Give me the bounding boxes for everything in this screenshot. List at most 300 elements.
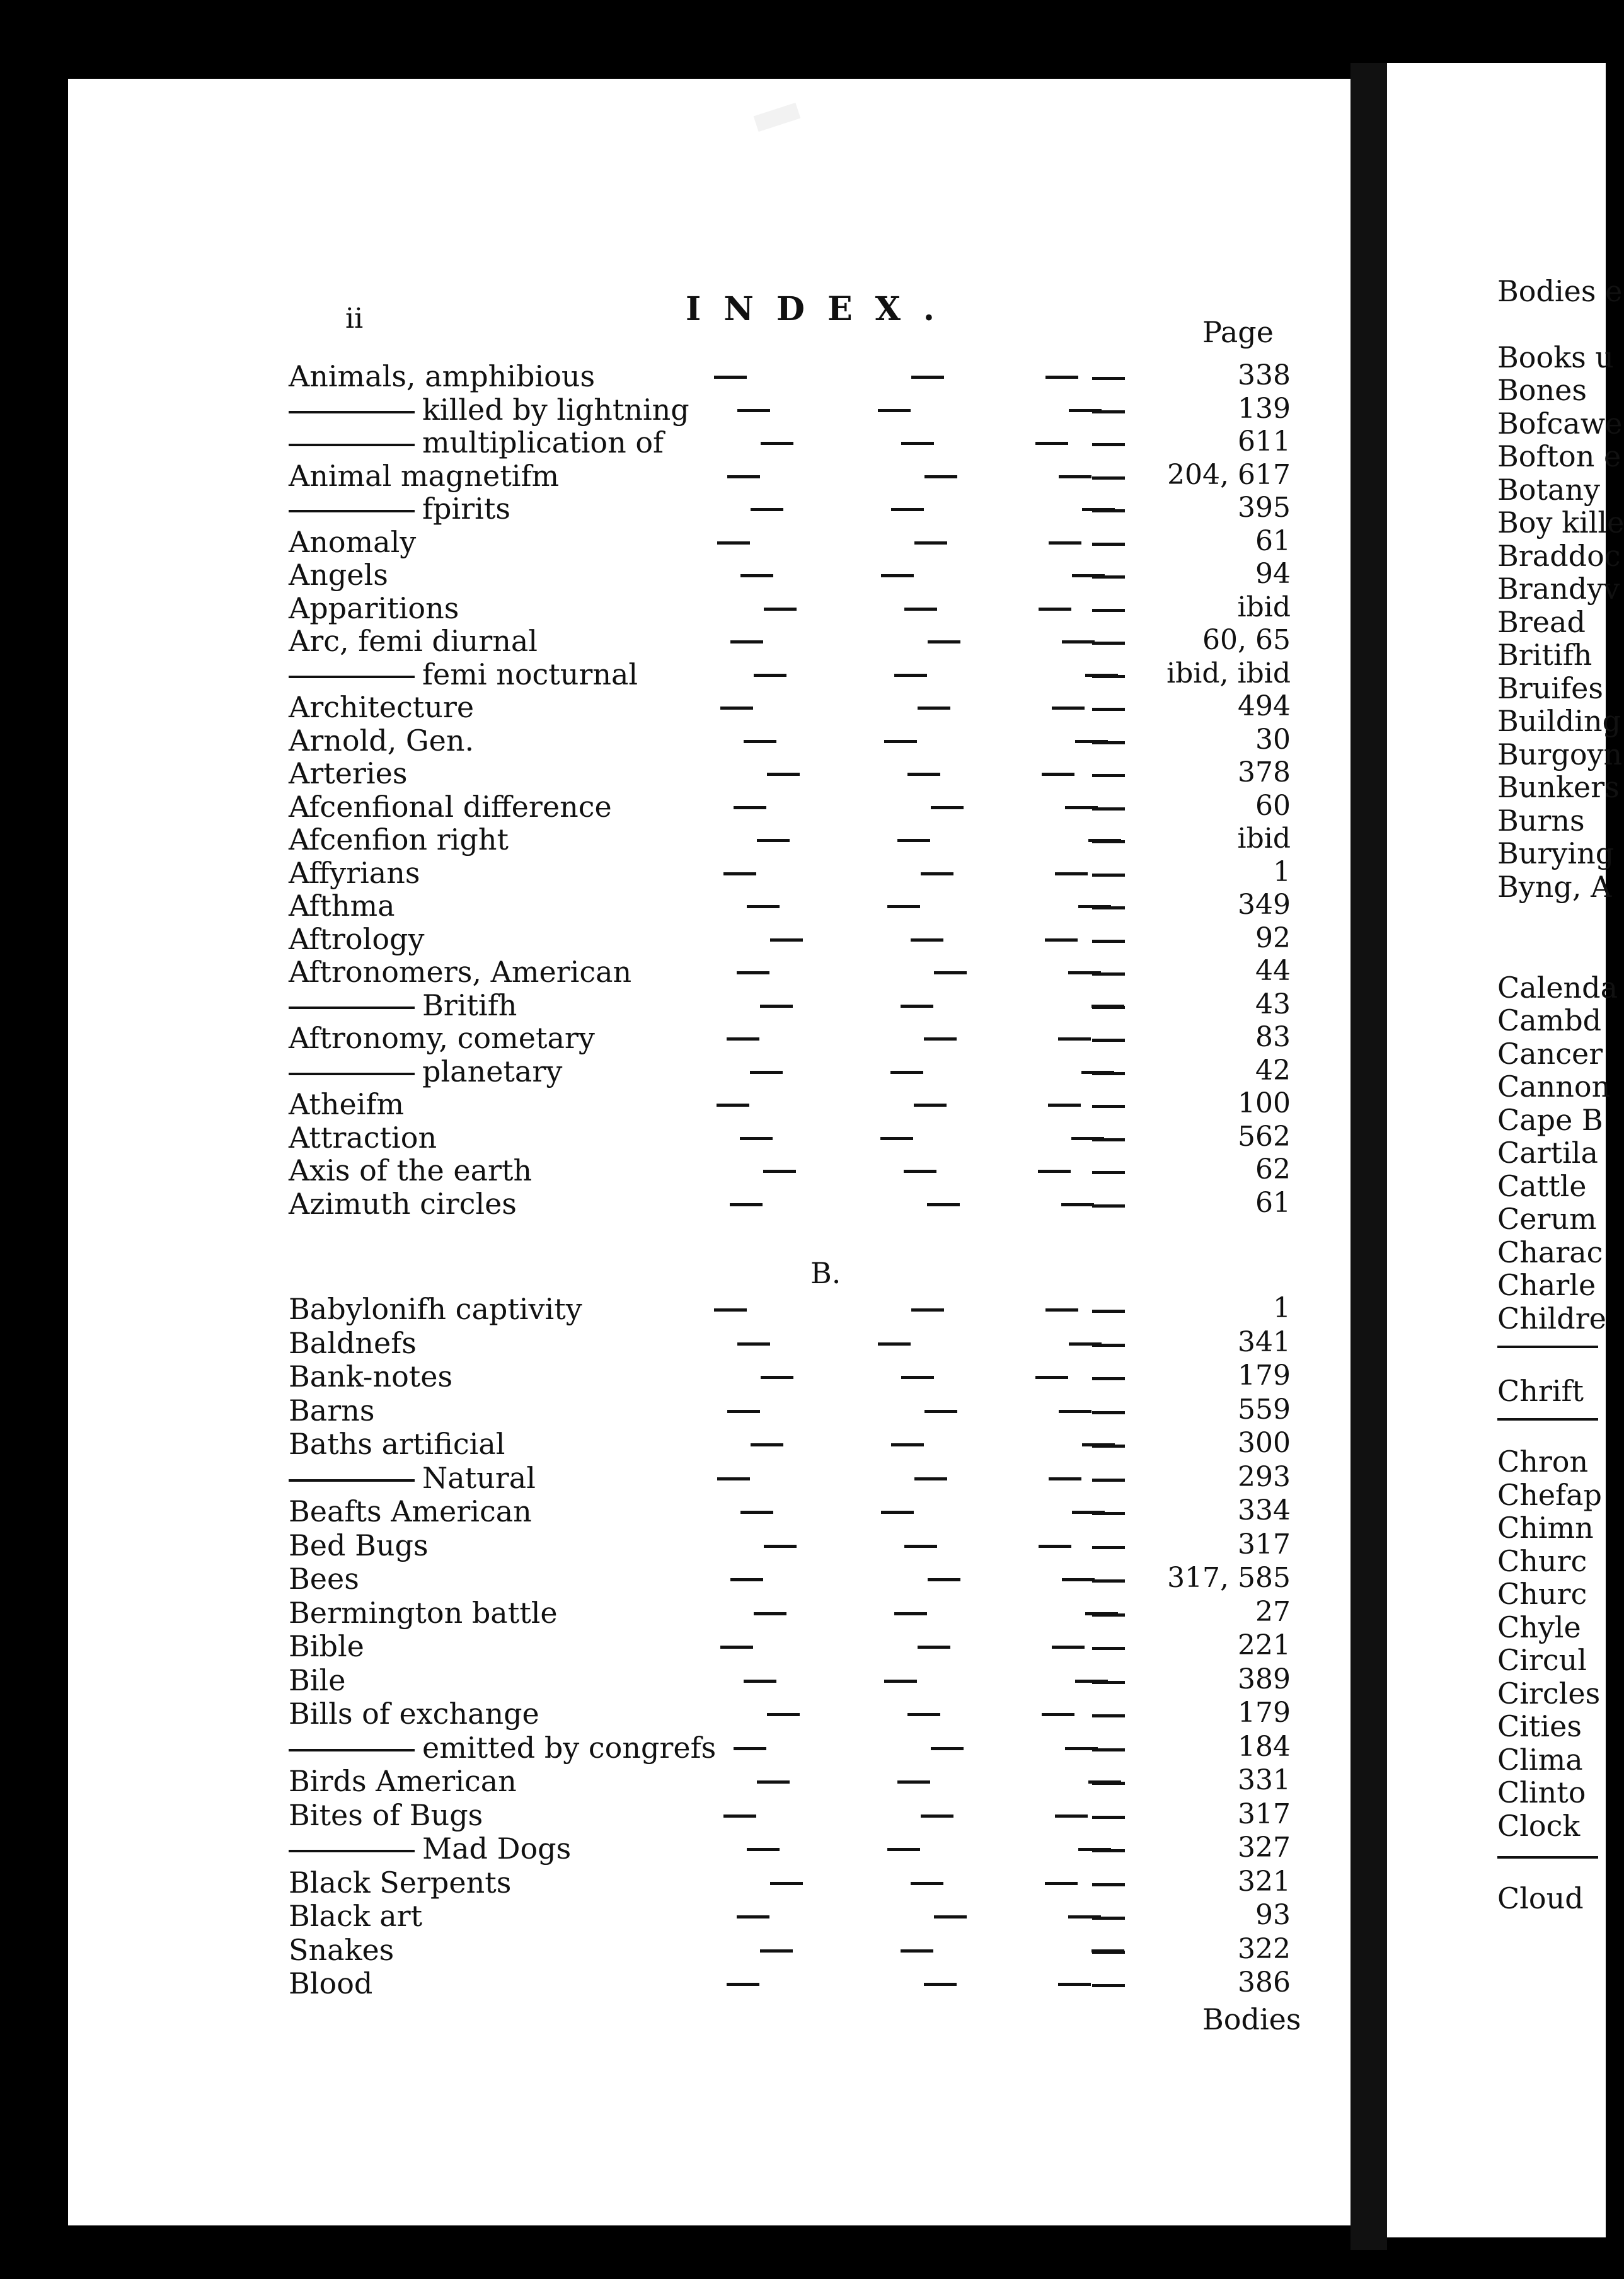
leader-dash bbox=[907, 1713, 940, 1716]
leader-dash bbox=[911, 1308, 944, 1312]
leader-dash bbox=[1045, 1882, 1078, 1885]
leader-dash bbox=[914, 1104, 947, 1107]
index-term bbox=[289, 1359, 452, 1393]
folio-number: ii bbox=[345, 303, 364, 335]
index-page-ref: 221 bbox=[1238, 1629, 1291, 1661]
ditto-rule bbox=[289, 676, 415, 678]
leader-dash bbox=[914, 541, 947, 545]
facing-entry: Childre bbox=[1497, 1301, 1606, 1336]
leader-dash bbox=[740, 1511, 773, 1514]
index-page-ref: 100 bbox=[1238, 1087, 1291, 1119]
leader-dash bbox=[1042, 1713, 1074, 1716]
index-term-text: Anomaly bbox=[289, 524, 417, 559]
facing-entry: Cancer bbox=[1497, 1037, 1603, 1071]
index-page-ref: 92 bbox=[1255, 921, 1291, 954]
index-entry bbox=[68, 889, 1350, 921]
index-term-text: Bites of Bugs bbox=[289, 1797, 483, 1832]
index-page-ref: 184 bbox=[1238, 1730, 1291, 1763]
leader-dash bbox=[1035, 1376, 1068, 1379]
index-page-ref: 349 bbox=[1238, 889, 1291, 921]
index-entry bbox=[68, 955, 1350, 988]
index-term bbox=[289, 525, 416, 559]
facing-entry: Cities bbox=[1497, 1709, 1582, 1743]
leader-dash bbox=[878, 1342, 911, 1346]
leader-dash bbox=[744, 1680, 776, 1683]
leader-dash bbox=[894, 1612, 927, 1615]
index-page-ref: 61 bbox=[1255, 524, 1291, 557]
leader-dash bbox=[723, 1815, 756, 1818]
leader-dash bbox=[934, 971, 967, 974]
facing-entry: Botany bbox=[1497, 473, 1601, 507]
index-term-text: Snakes bbox=[289, 1932, 394, 1967]
index-term bbox=[289, 1966, 372, 2000]
leader-dash bbox=[751, 508, 783, 511]
leader-dash bbox=[914, 1477, 947, 1480]
leader-dash bbox=[918, 707, 950, 710]
index-term-text: emitted by congrefs bbox=[422, 1730, 717, 1765]
facing-page bbox=[1387, 63, 1624, 2237]
index-page-ref: 60 bbox=[1255, 789, 1291, 822]
index-term-text: Natural bbox=[422, 1460, 536, 1495]
facing-entry: Circles bbox=[1497, 1676, 1601, 1711]
index-term bbox=[289, 790, 612, 824]
leader-dash bbox=[723, 872, 756, 875]
leader-dash bbox=[928, 1578, 960, 1581]
index-page-ref: 30 bbox=[1255, 723, 1291, 756]
leader-dash bbox=[1052, 1646, 1085, 1649]
ditto-rule bbox=[289, 444, 415, 446]
leader-dash bbox=[1059, 1410, 1091, 1413]
leader-dash bbox=[924, 475, 957, 478]
facing-entry: Charac bbox=[1497, 1235, 1603, 1269]
leader-dash bbox=[744, 740, 776, 743]
index-term bbox=[289, 922, 424, 956]
leader-dash bbox=[714, 376, 747, 379]
index-page-ref: 60, 65 bbox=[1202, 624, 1291, 656]
facing-entry: Cloud bbox=[1497, 1881, 1584, 1915]
index-term bbox=[289, 1866, 511, 1900]
index-page-ref: 27 bbox=[1255, 1595, 1291, 1628]
leader-dash bbox=[921, 1815, 953, 1818]
leader-dash bbox=[757, 839, 790, 842]
facing-entry: Braddoc bbox=[1497, 539, 1621, 573]
index-entry bbox=[68, 1054, 1350, 1087]
ditto-rule bbox=[289, 411, 415, 413]
index-term-text: planetary bbox=[422, 1054, 563, 1088]
leader-dash bbox=[897, 839, 930, 842]
leader-dash bbox=[757, 1780, 790, 1784]
leader-dash bbox=[927, 1203, 960, 1206]
facing-entry: Cape B bbox=[1497, 1103, 1603, 1137]
facing-entry: Chron bbox=[1497, 1445, 1589, 1479]
leader-dash bbox=[934, 1915, 967, 1918]
leader-dash bbox=[754, 1612, 786, 1615]
leader-dash bbox=[750, 1071, 783, 1074]
index-page-ref: 327 bbox=[1238, 1832, 1291, 1864]
index-term bbox=[289, 1798, 483, 1832]
facing-entry: Books u bbox=[1497, 340, 1614, 374]
index-entry bbox=[68, 822, 1350, 855]
facing-entry: Circul bbox=[1497, 1643, 1587, 1677]
leader-dash bbox=[730, 640, 763, 643]
index-term bbox=[289, 1562, 359, 1596]
facing-entry: Chefap bbox=[1497, 1478, 1602, 1512]
leader-dash bbox=[1058, 1037, 1091, 1041]
facing-entry: Bodies e bbox=[1497, 274, 1623, 308]
index-term-text: Bible bbox=[289, 1629, 364, 1663]
index-term-text: Baths artificial bbox=[289, 1427, 505, 1461]
index-term-text: Mad Dogs bbox=[422, 1832, 572, 1866]
facing-entry: Bunkers bbox=[1497, 770, 1620, 804]
index-page-ref: 331 bbox=[1238, 1764, 1291, 1796]
leader-dash bbox=[1055, 1815, 1088, 1818]
leader-dash bbox=[1062, 1578, 1095, 1581]
index-term bbox=[289, 1663, 345, 1697]
index-term bbox=[289, 558, 388, 592]
index-page-ref: 1 bbox=[1273, 1292, 1291, 1324]
index-entry bbox=[68, 425, 1350, 458]
index-entry bbox=[68, 393, 1350, 425]
facing-entry: Cambd bbox=[1497, 1003, 1602, 1037]
leader-dash bbox=[904, 608, 937, 611]
index-page-ref: 61 bbox=[1255, 1186, 1291, 1219]
index-term-text: Angels bbox=[289, 558, 388, 592]
leader-dash bbox=[904, 1170, 936, 1173]
leader-dash bbox=[737, 1915, 769, 1918]
leader-dash bbox=[911, 938, 943, 942]
index-term-text: Black art bbox=[289, 1899, 423, 1933]
leader-dash bbox=[761, 442, 793, 445]
index-term-text: fpirits bbox=[422, 492, 510, 526]
leader-dash bbox=[747, 905, 780, 908]
index-term bbox=[289, 1494, 532, 1528]
index-term bbox=[289, 1764, 517, 1798]
ditto-rule bbox=[289, 1007, 415, 1009]
index-entry bbox=[68, 1731, 1350, 1763]
index-term bbox=[289, 1054, 562, 1088]
index-entry bbox=[68, 1292, 1350, 1325]
leader-dash bbox=[727, 1037, 759, 1041]
index-term bbox=[289, 459, 559, 493]
index-entry bbox=[68, 558, 1350, 591]
ditto-rule bbox=[289, 1479, 415, 1482]
index-page-ref: 338 bbox=[1238, 359, 1291, 391]
index-term-text: Attraction bbox=[289, 1120, 437, 1155]
leader-dash bbox=[737, 971, 769, 974]
facing-entry: Byng, A bbox=[1497, 870, 1612, 904]
index-term-text: Birds American bbox=[289, 1764, 517, 1798]
ditto-rule bbox=[289, 510, 415, 512]
ditto-rule bbox=[289, 1850, 415, 1852]
index-page-ref: 62 bbox=[1255, 1153, 1291, 1186]
facing-entry: Clima bbox=[1497, 1743, 1583, 1777]
leader-dash bbox=[911, 1882, 943, 1885]
facing-rule bbox=[1497, 1856, 1598, 1859]
leader-dash bbox=[763, 1170, 796, 1173]
index-page-ref: ibid bbox=[1237, 591, 1291, 623]
facing-entry: Bruifes bbox=[1497, 671, 1603, 705]
index-page-ref: ibid bbox=[1237, 822, 1291, 855]
index-term-text: Afcenfional difference bbox=[289, 789, 612, 824]
catchword: Bodies bbox=[1202, 2002, 1301, 2036]
index-term-text: Bank-notes bbox=[289, 1359, 453, 1393]
index-term bbox=[289, 1933, 394, 1967]
leader-dash bbox=[918, 1646, 950, 1649]
facing-entry: Calenda bbox=[1497, 971, 1618, 1005]
index-term bbox=[289, 1629, 364, 1663]
index-term-text: Azimuth circles bbox=[289, 1186, 517, 1221]
index-term bbox=[289, 756, 407, 790]
leader-dash bbox=[1045, 938, 1078, 942]
index-page-ref: 179 bbox=[1238, 1697, 1291, 1729]
index-entry bbox=[68, 657, 1350, 690]
index-entry bbox=[68, 1393, 1350, 1426]
index-term bbox=[289, 1596, 558, 1630]
index-page-ref: 300 bbox=[1238, 1427, 1291, 1459]
leader-dash bbox=[911, 376, 944, 379]
index-term bbox=[289, 1393, 374, 1428]
leader-dash bbox=[1045, 1308, 1078, 1312]
leader-dash bbox=[740, 1137, 773, 1140]
leader-dash bbox=[730, 1578, 763, 1581]
leader-dash bbox=[928, 640, 960, 643]
index-entry bbox=[68, 1087, 1350, 1120]
facing-entry: Cattle bbox=[1497, 1169, 1587, 1203]
index-entry bbox=[68, 492, 1350, 524]
index-term bbox=[289, 1899, 422, 1933]
index-entry bbox=[68, 1461, 1350, 1494]
leader-dash bbox=[1039, 608, 1071, 611]
leader-dash bbox=[901, 442, 934, 445]
section-letter-b: B. bbox=[810, 1256, 841, 1290]
leader-dash bbox=[1058, 1983, 1091, 1986]
index-page-ref: 139 bbox=[1238, 392, 1291, 425]
leader-dash bbox=[891, 508, 924, 511]
leader-dash bbox=[717, 1104, 749, 1107]
index-term bbox=[289, 955, 631, 989]
index-entry bbox=[68, 1153, 1350, 1186]
facing-rule bbox=[1497, 1346, 1598, 1348]
index-term bbox=[289, 1528, 429, 1562]
facing-entry: Charle bbox=[1497, 1268, 1596, 1302]
leader-dash bbox=[727, 475, 760, 478]
leader-dash bbox=[764, 608, 797, 611]
index-entry bbox=[68, 1933, 1350, 1966]
index-term-text: Arteries bbox=[289, 756, 408, 790]
index-page-ref: 317 bbox=[1238, 1797, 1291, 1830]
index-term-text: Animals, amphibious bbox=[289, 359, 596, 393]
index-term bbox=[289, 1087, 404, 1121]
index-term bbox=[289, 1292, 582, 1326]
leader-dash bbox=[751, 1443, 783, 1446]
leader-dash bbox=[1048, 1104, 1081, 1107]
page-column-label: Page bbox=[1202, 315, 1274, 349]
index-page-ref: 562 bbox=[1238, 1120, 1291, 1153]
leader-dash bbox=[734, 1747, 766, 1750]
index-page-ref: 94 bbox=[1255, 558, 1291, 590]
leader-dash bbox=[1059, 475, 1091, 478]
book-gutter bbox=[1350, 63, 1387, 2250]
index-term-text: Afcenfion right bbox=[289, 822, 509, 857]
index-term bbox=[289, 856, 420, 890]
index-term bbox=[289, 1697, 539, 1731]
leader-dash bbox=[901, 1005, 933, 1008]
index-term-text: Aftronomers, American bbox=[289, 955, 632, 989]
leader-dash bbox=[767, 1713, 800, 1716]
index-page-ref: 317, 585 bbox=[1167, 1562, 1291, 1594]
leader-dash bbox=[717, 1477, 750, 1480]
ditto-rule bbox=[289, 1749, 415, 1751]
index-term-text: Axis of the earth bbox=[289, 1153, 533, 1187]
index-entry bbox=[68, 1764, 1350, 1797]
index-term bbox=[289, 492, 510, 526]
index-entry bbox=[68, 922, 1350, 955]
index-term bbox=[289, 624, 538, 658]
index-term bbox=[289, 1731, 716, 1765]
leader-dash bbox=[714, 1308, 747, 1312]
index-entry bbox=[68, 1494, 1350, 1527]
leader-dash bbox=[931, 806, 964, 809]
leader-dash bbox=[1045, 376, 1078, 379]
index-entry bbox=[68, 1966, 1350, 1999]
leader-dash bbox=[881, 1511, 914, 1514]
index-entry bbox=[68, 756, 1350, 789]
leader-dash bbox=[760, 1949, 793, 1953]
index-term-text: Babylonifh captivity bbox=[289, 1292, 582, 1326]
index-term-text: Bees bbox=[289, 1562, 359, 1596]
leader-dash bbox=[924, 1983, 957, 1986]
index-term-text: Britifh bbox=[422, 988, 517, 1022]
index-term-text: Arc, femi diurnal bbox=[289, 624, 538, 658]
leader-dash bbox=[737, 409, 770, 412]
index-entry bbox=[68, 856, 1350, 889]
index-page-ref: ibid, ibid bbox=[1166, 657, 1291, 689]
leader-dash bbox=[770, 1882, 803, 1885]
leader-dash bbox=[878, 409, 911, 412]
index-term-text: Affyrians bbox=[289, 855, 420, 890]
leader-dash bbox=[931, 1747, 964, 1750]
facing-entry: Cannon bbox=[1497, 1070, 1611, 1104]
leader-dash bbox=[1055, 872, 1088, 875]
leader-dash bbox=[727, 1410, 760, 1413]
index-entry bbox=[68, 988, 1350, 1021]
index-page-ref: 559 bbox=[1238, 1393, 1291, 1426]
leader-dash bbox=[720, 707, 753, 710]
leader-dash bbox=[884, 1680, 917, 1683]
facing-entry: Brandyv bbox=[1497, 572, 1620, 606]
index-term-text: Bermington battle bbox=[289, 1595, 558, 1630]
index-term-text: Atheifm bbox=[289, 1087, 405, 1121]
index-term-text: Afthma bbox=[289, 889, 395, 923]
index-term bbox=[289, 359, 595, 393]
leader-dash bbox=[904, 1545, 937, 1548]
leader-dash bbox=[881, 574, 914, 577]
index-term-text: Blood bbox=[289, 1966, 373, 2000]
leader-dash bbox=[770, 938, 803, 942]
leader-dash bbox=[887, 905, 920, 908]
index-entry bbox=[68, 591, 1350, 624]
page-header: INDEX. bbox=[686, 290, 958, 328]
index-page-ref: 42 bbox=[1255, 1054, 1291, 1087]
leader-dash bbox=[894, 674, 927, 677]
index-entry bbox=[68, 624, 1350, 657]
leader-dash bbox=[891, 1443, 924, 1446]
index-page-ref: 341 bbox=[1238, 1325, 1291, 1358]
index-entry bbox=[68, 1427, 1350, 1460]
index-page-ref: 93 bbox=[1255, 1899, 1291, 1931]
index-entry bbox=[68, 1832, 1350, 1864]
leader-dash bbox=[734, 806, 766, 809]
index-term bbox=[289, 724, 474, 758]
index-entry bbox=[68, 525, 1350, 558]
leader-dash bbox=[887, 1848, 920, 1851]
facing-entry: Chimn bbox=[1497, 1511, 1594, 1545]
leader-dash bbox=[720, 1646, 753, 1649]
index-term-text: Barns bbox=[289, 1393, 375, 1428]
leader-dash bbox=[921, 872, 953, 875]
leader-dash bbox=[1061, 1203, 1094, 1206]
facing-entry: Bones bbox=[1497, 373, 1587, 407]
index-entry bbox=[68, 1187, 1350, 1220]
ditto-rule bbox=[289, 1073, 415, 1075]
index-page-ref: 378 bbox=[1238, 756, 1291, 788]
facing-entry: Building bbox=[1497, 704, 1621, 738]
index-page-ref: 334 bbox=[1238, 1494, 1291, 1526]
facing-entry: Burgoyn bbox=[1497, 737, 1623, 771]
index-entry bbox=[68, 1326, 1350, 1359]
index-term bbox=[289, 1427, 505, 1461]
index-entry bbox=[68, 359, 1350, 392]
index-term-text: Bile bbox=[289, 1663, 346, 1697]
index-term bbox=[289, 1153, 532, 1187]
leader-dash bbox=[760, 1005, 793, 1008]
leader-dash bbox=[1049, 1477, 1081, 1480]
facing-entry: Churc bbox=[1497, 1577, 1587, 1611]
leader-dash bbox=[764, 1545, 797, 1548]
index-term-text: Aftronomy, cometary bbox=[289, 1021, 595, 1055]
index-entry bbox=[68, 790, 1350, 822]
index-term bbox=[289, 1832, 571, 1866]
leader-dash bbox=[1035, 442, 1068, 445]
index-term bbox=[289, 1461, 536, 1495]
index-term-text: Apparitions bbox=[289, 591, 459, 625]
index-page-ref: 321 bbox=[1238, 1865, 1291, 1898]
facing-entry: Burns bbox=[1497, 804, 1585, 838]
leader-dash bbox=[880, 1137, 913, 1140]
facing-entry: Cartila bbox=[1497, 1136, 1598, 1170]
index-term-text: Aftrology bbox=[289, 921, 425, 956]
index-term bbox=[289, 1326, 417, 1360]
leader-dash bbox=[1062, 640, 1095, 643]
index-term bbox=[289, 988, 517, 1022]
index-term-text: Bills of exchange bbox=[289, 1697, 539, 1731]
leader-dash bbox=[717, 541, 750, 545]
index-page-ref: 179 bbox=[1238, 1359, 1291, 1392]
index-entry bbox=[68, 1798, 1350, 1831]
index-entry bbox=[68, 1596, 1350, 1629]
leader-dash bbox=[924, 1037, 957, 1041]
leader-dash bbox=[740, 574, 773, 577]
index-page-ref: 494 bbox=[1238, 690, 1291, 722]
index-page-ref: 1 bbox=[1273, 855, 1291, 888]
index-entry bbox=[68, 1021, 1350, 1054]
index-page-ref: 293 bbox=[1238, 1460, 1291, 1493]
index-term bbox=[289, 657, 638, 691]
print-smudge bbox=[754, 103, 801, 132]
index-entry bbox=[68, 1899, 1350, 1932]
index-term-text: Arnold, Gen. bbox=[289, 723, 475, 758]
leader-dash bbox=[737, 1342, 770, 1346]
